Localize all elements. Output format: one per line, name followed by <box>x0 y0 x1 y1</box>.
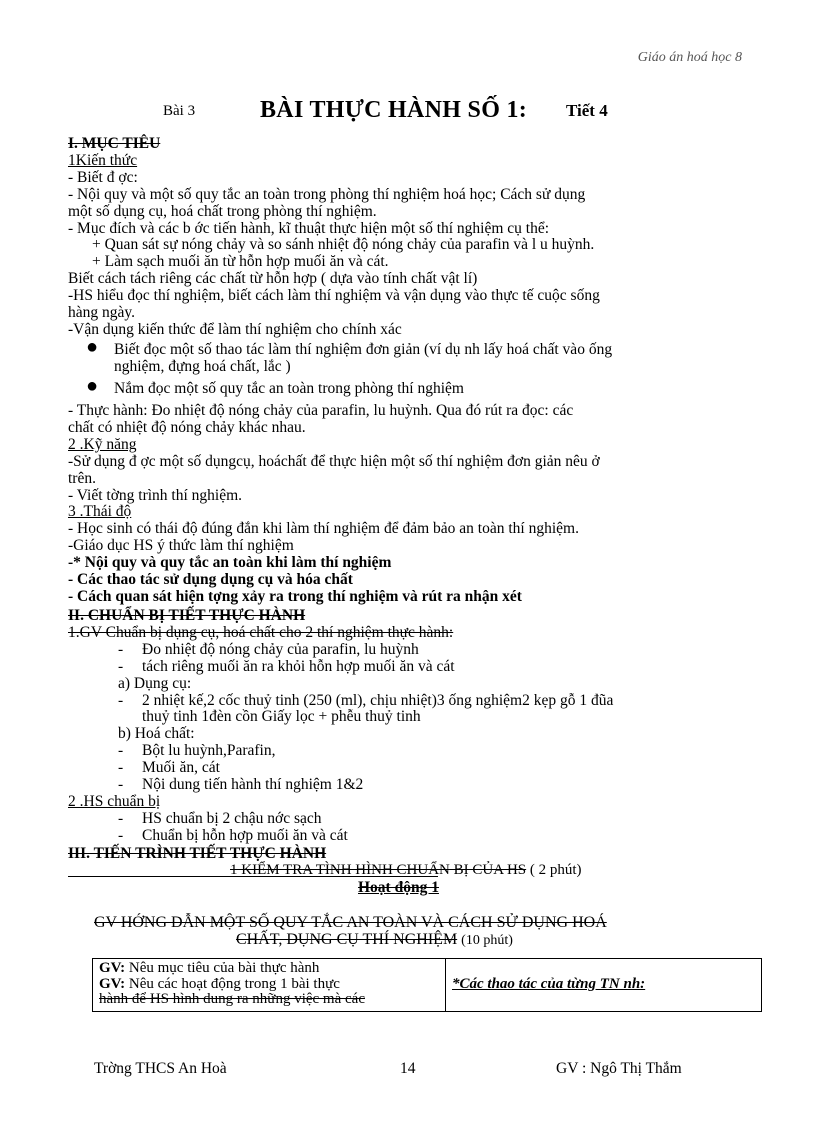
text-line: + Quan sát sự nóng chảy và so sánh nhiệt độ nóng chảy của parafin và l u huỳnh. <box>92 236 595 254</box>
subheading-chemicals: b) Hoá chất: <box>118 725 195 743</box>
list-item <box>68 743 758 760</box>
dash-marker: - <box>118 809 124 827</box>
section-objectives <box>68 136 758 339</box>
list-item-text: Chuẩn bị hỗn hợp muối ăn và cát <box>142 826 348 844</box>
list-item <box>68 828 758 845</box>
text-line: -Sử dụng đ ợc một số dụngcụ, hoáchất để thực hiện một số thí nghiệm đơn giản nêu ở <box>68 452 600 470</box>
text-line: chất có nhiệt độ nóng chảy khác nhau. <box>68 418 306 436</box>
guide-time: (10 phút) <box>461 933 513 948</box>
table-line <box>99 977 439 993</box>
check-heading: 1 KIỂM TRA TÌNH HÌNH CHUẨN BỊ CỦA HS <box>230 862 527 878</box>
table-line-text: Nêu mục tiêu của bài thực hành <box>125 960 320 976</box>
bold-line: - Các thao tác sử dụng dụng cụ và hóa chất <box>68 571 353 589</box>
section-procedure <box>68 846 758 863</box>
list-item <box>68 336 758 359</box>
list-item <box>68 642 758 659</box>
footer-teacher: GV : Ngô Thị Thắm <box>556 1060 682 1077</box>
list-item-text: Biết đọc một số thao tác làm thí nghiệm đơn giản (ví dụ nh lấy hoá chất vào ống <box>114 341 613 358</box>
list-item <box>68 760 758 777</box>
gv-prep-line: 1.GV Chuẩn bị dụng cụ, hoá chất cho 2 thí nghiệm thực hành: <box>68 623 454 641</box>
table-line: hành để HS hình dung ra những việc mà các <box>99 991 365 1007</box>
footer-page-number: 14 <box>400 1060 416 1077</box>
dash-marker: - <box>118 691 124 709</box>
dash-marker: - <box>118 776 124 794</box>
footer-school: Trờng THCS An Hoà <box>94 1060 227 1077</box>
table-line-text: Nêu các hoạt động trong 1 bài thực <box>125 975 340 992</box>
procedure-note: *Các thao tác của từng TN nh: <box>452 976 646 993</box>
text-line: - Học sinh có thái độ đúng đắn khi làm thí nghiệm để đảm bảo an toàn thí nghiệm. <box>68 520 579 538</box>
check-time: ( 2 phút) <box>529 862 582 878</box>
list-item-text: Nắm đọc một số quy tắc an toàn trong phòng thí nghiệm <box>114 379 464 397</box>
section-heading: II. CHUẨN BỊ TIẾT THỰC HÀNH <box>68 607 306 624</box>
text-line: - Mục đích và các b ớc tiến hành, kĩ thuật thực hiện một số thí nghiệm cụ thể: <box>68 219 550 237</box>
text-line: một số dụng cụ, hoá chất trong phòng thí nghiệm. <box>68 202 377 220</box>
text-line: - Nội quy và một số quy tắc an toàn trong phòng thí nghiệm hoá học; Cách sử dụng <box>68 185 586 203</box>
list-item <box>68 374 758 398</box>
bullet-list <box>68 336 758 398</box>
dash-marker: - <box>118 759 124 777</box>
lesson-number: Bài 3 <box>163 103 196 119</box>
list-item <box>68 811 758 828</box>
text-line: - Biết đ ợc: <box>68 168 138 186</box>
subheading-attitude: 3 .Thái độ <box>68 503 132 521</box>
table-cell-teacher <box>93 959 446 1012</box>
text-line: trên. <box>68 469 96 487</box>
list-item <box>68 659 758 676</box>
gv-label: GV: <box>99 960 126 976</box>
text-line: - Thực hành: Đo nhiệt độ nóng chảy của parafin, lu huỳnh. Qua đó rút ra đọc: các <box>68 402 574 419</box>
subheading-equipment: a) Dụng cụ: <box>118 674 192 692</box>
divider <box>68 876 438 877</box>
bold-line: - Cách quan sát hiện tợng xảy ra trong thí nghiệm và rút ra nhận xét <box>68 587 522 605</box>
table-row <box>93 959 762 1012</box>
guide-heading-line1: GV HỚNG DẪN MỘT SỐ QUY TẮC AN TOÀN VÀ CÁCH SỬ DỤNG HOÁ <box>94 914 607 931</box>
list-item-text: HS chuẩn bị 2 chậu nớc sạch <box>142 809 322 827</box>
list-item-cont: thuỷ tinh 1đèn cồn Giấy lọc + phễu thuỷ tinh <box>142 708 421 726</box>
practice-block <box>68 403 758 606</box>
text-line: + Làm sạch muối ăn từ hỗn hợp muối ăn và cát. <box>92 253 389 271</box>
list-item-text: 2 nhiệt kế,2 cốc thuỷ tinh (250 (ml), chịu nhiệt)3 ống nghiệm2 kẹp gỗ 1 đũa <box>142 691 614 709</box>
text-line: Biết cách tách riêng các chất từ hỗn hợp ( dựa vào tính chất vật lí) <box>68 270 478 288</box>
gv-label: GV: <box>99 975 126 992</box>
subheading-student-prep: 2 .HS chuẩn bị <box>68 792 161 810</box>
activity-table <box>92 958 762 1012</box>
guide-heading-line2: CHẤT, DỤNG CỤ THÍ NGHIỆM <box>236 931 458 948</box>
bullet-icon: ● <box>86 336 99 358</box>
list-item <box>68 693 758 710</box>
bold-line: -* Nội quy và quy tắc an toàn khi làm thí nghiệm <box>68 554 392 572</box>
list-item-text: Bột lu huỳnh,Parafin, <box>142 742 276 760</box>
list-item-cont: nghiệm, đựng hoá chất, lắc ) <box>114 357 291 375</box>
table-cell-procedure <box>446 959 762 1012</box>
list-item-text: Nội dung tiến hành thí nghiệm 1&2 <box>142 776 364 794</box>
text-line: -Giáo dục HS ý thức làm thí nghiệm <box>68 537 294 555</box>
dash-marker: - <box>118 742 124 760</box>
header-note: Giáo án hoá học 8 <box>637 50 742 65</box>
subheading-skills: 2 .Kỹ năng <box>68 435 137 453</box>
bullet-icon: ● <box>86 374 99 397</box>
guide-heading-line2-wrap <box>236 931 513 949</box>
text-line: -HS hiểu đọc thí nghiệm, biết cách làm thí nghiệm và vận dụng vào thực tế cuộc sống <box>68 287 600 305</box>
text-line: - Viết tờng trình thí nghiệm. <box>68 486 243 504</box>
text-line: hàng ngày. <box>68 304 136 322</box>
list-item-text: Đo nhiệt độ nóng chảy của parafin, lu huỳnh <box>142 640 419 658</box>
table-line <box>99 961 439 977</box>
activity-heading: Hoạt động 1 <box>358 879 439 896</box>
section-heading: III. TIẾN TRÌNH TIẾT THỰC HÀNH <box>68 845 327 862</box>
section-preparation <box>68 608 758 845</box>
dash-marker: - <box>118 657 124 675</box>
list-item-text: Muối ăn, cát <box>142 759 220 777</box>
dash-marker: - <box>118 640 124 658</box>
list-item-text: tách riêng muối ăn ra khỏi hỗn hợp muối ăn và cát <box>142 657 455 675</box>
page-title: BÀI THỰC HÀNH SỐ 1: <box>260 97 528 123</box>
list-item <box>68 777 758 794</box>
text-line: -Vận dụng kiến thức để làm thí nghiệm cho chính xác <box>68 320 402 338</box>
dash-marker: - <box>118 826 124 844</box>
period-label: Tiết 4 <box>566 101 608 120</box>
subheading-knowledge: 1Kiến thức <box>68 151 138 169</box>
section-heading: I. MỤC TIÊU <box>68 135 161 152</box>
